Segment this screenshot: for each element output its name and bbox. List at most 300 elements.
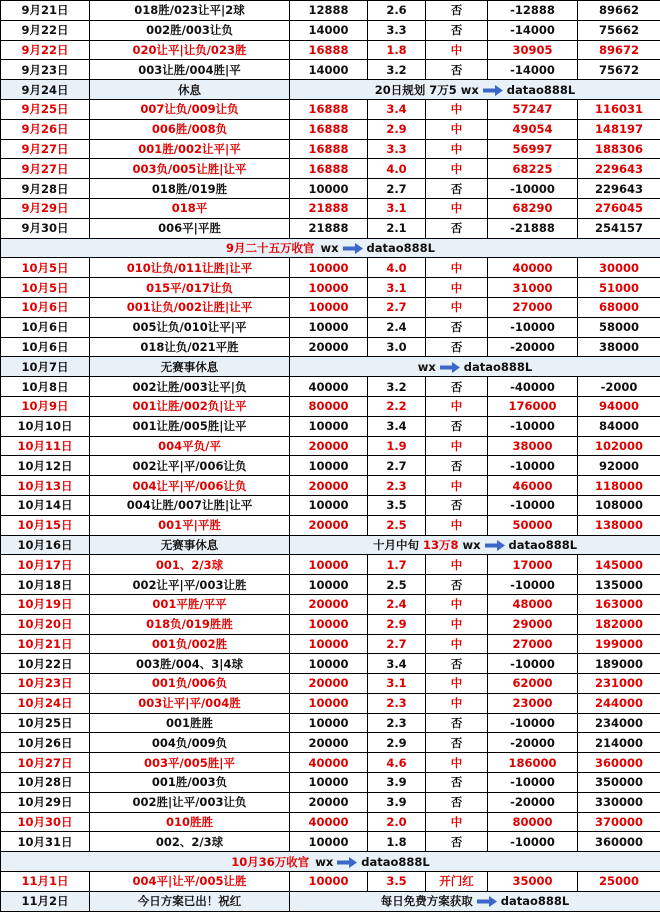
profit-cell: 40000 — [488, 258, 578, 278]
arrow-right-icon — [440, 362, 460, 373]
profit-cell: 56997 — [488, 139, 578, 159]
pick-cell: 002胜/003让负 — [90, 20, 290, 40]
stake-cell: 10000 — [290, 634, 368, 654]
date-cell: 10月25日 — [1, 713, 90, 733]
odds-cell: 3.1 — [368, 278, 426, 298]
stake-cell: 10000 — [290, 278, 368, 298]
pick-cell: 无赛事休息 — [90, 357, 290, 377]
date-cell: 10月18日 — [1, 575, 90, 595]
summary-cell — [1, 238, 660, 258]
date-cell: 10月31日 — [1, 832, 90, 852]
total-cell: 189000 — [578, 654, 660, 674]
stake-cell: 20000 — [290, 515, 368, 535]
table-row — [1, 40, 660, 60]
profit-cell: 38000 — [488, 436, 578, 456]
pick-cell: 004让胜/007让胜|让平 — [90, 495, 290, 515]
note-text: wx — [418, 360, 436, 374]
pick-cell: 018负/019胜胜 — [90, 614, 290, 634]
table-row — [1, 416, 660, 436]
profit-cell: 50000 — [488, 515, 578, 535]
pick-cell: 018胜/023让平|2球 — [90, 1, 290, 21]
date-cell: 10月26日 — [1, 733, 90, 753]
date-cell: 9月28日 — [1, 179, 90, 199]
pick-cell: 007让负/009让负 — [90, 99, 290, 119]
pick-cell: 004平负/平 — [90, 436, 290, 456]
stake-cell: 10000 — [290, 654, 368, 674]
pick-cell: 003胜/004、3|4球 — [90, 654, 290, 674]
note-text: datao888L — [509, 538, 577, 552]
total-cell: 75662 — [578, 20, 660, 40]
note-text: 13万8 — [423, 538, 459, 552]
profit-cell: 57247 — [488, 99, 578, 119]
odds-cell: 2.9 — [368, 119, 426, 139]
table-row — [1, 99, 660, 119]
profit-cell: -10000 — [488, 317, 578, 337]
profit-cell: -10000 — [488, 495, 578, 515]
odds-cell: 2.7 — [368, 634, 426, 654]
stake-cell: 10000 — [290, 416, 368, 436]
result-cell: 中 — [426, 693, 488, 713]
date-cell: 10月7日 — [1, 357, 90, 377]
result-cell: 中 — [426, 198, 488, 218]
note-row — [1, 891, 660, 911]
result-cell: 否 — [426, 733, 488, 753]
total-cell: 102000 — [578, 436, 660, 456]
result-cell: 中 — [426, 99, 488, 119]
date-cell: 11月1日 — [1, 872, 90, 892]
table-row — [1, 654, 660, 674]
total-cell: 276045 — [578, 198, 660, 218]
odds-cell: 2.2 — [368, 396, 426, 416]
profit-cell: -10000 — [488, 456, 578, 476]
result-cell: 中 — [426, 119, 488, 139]
date-cell: 10月28日 — [1, 773, 90, 793]
total-cell: 89672 — [578, 40, 660, 60]
total-cell: 84000 — [578, 416, 660, 436]
profit-cell: -20000 — [488, 792, 578, 812]
total-cell: 229643 — [578, 179, 660, 199]
odds-cell: 2.7 — [368, 456, 426, 476]
odds-cell: 3.2 — [368, 60, 426, 80]
date-cell: 9月27日 — [1, 139, 90, 159]
odds-cell: 4.0 — [368, 159, 426, 179]
table-body — [1, 1, 660, 912]
total-cell: 330000 — [578, 792, 660, 812]
stake-cell: 10000 — [290, 614, 368, 634]
total-cell: 214000 — [578, 733, 660, 753]
profit-cell: -10000 — [488, 773, 578, 793]
stake-cell: 10000 — [290, 179, 368, 199]
note-cell — [290, 357, 660, 377]
stake-cell: 20000 — [290, 594, 368, 614]
profit-cell: -20000 — [488, 337, 578, 357]
note-row — [1, 357, 660, 377]
pick-cell: 003让平|平/004胜 — [90, 693, 290, 713]
total-cell: 116031 — [578, 99, 660, 119]
result-cell: 中 — [426, 139, 488, 159]
result-cell: 中 — [426, 594, 488, 614]
note-text: 十月中旬 — [373, 538, 423, 552]
profit-cell: 68290 — [488, 198, 578, 218]
table-row — [1, 614, 660, 634]
date-cell: 10月22日 — [1, 654, 90, 674]
pick-cell: 001让胜/002负|让平 — [90, 396, 290, 416]
result-cell: 中 — [426, 476, 488, 496]
date-cell: 10月6日 — [1, 297, 90, 317]
arrow-right-icon — [343, 243, 363, 254]
total-cell: 229643 — [578, 159, 660, 179]
pick-cell: 001、2/3球 — [90, 555, 290, 575]
odds-cell: 2.9 — [368, 733, 426, 753]
table-row — [1, 733, 660, 753]
date-cell: 10月23日 — [1, 674, 90, 694]
profit-cell: -10000 — [488, 713, 578, 733]
profit-cell: -10000 — [488, 416, 578, 436]
note-text: datao888L — [501, 894, 569, 908]
profit-cell: -10000 — [488, 654, 578, 674]
stake-cell: 16888 — [290, 99, 368, 119]
odds-cell: 3.9 — [368, 773, 426, 793]
result-cell: 中 — [426, 674, 488, 694]
table-row — [1, 634, 660, 654]
profit-cell: -10000 — [488, 575, 578, 595]
stake-cell: 10000 — [290, 713, 368, 733]
total-cell: 58000 — [578, 317, 660, 337]
profit-cell: -14000 — [488, 60, 578, 80]
note-text: datao888L — [367, 241, 435, 255]
result-cell: 中 — [426, 634, 488, 654]
profit-cell: -21888 — [488, 218, 578, 238]
stake-cell: 21888 — [290, 218, 368, 238]
date-cell: 10月9日 — [1, 396, 90, 416]
odds-cell: 2.3 — [368, 713, 426, 733]
table-row — [1, 812, 660, 832]
table-row — [1, 713, 660, 733]
pick-cell: 002胜|让平/003让负 — [90, 792, 290, 812]
total-cell: 75672 — [578, 60, 660, 80]
table-row — [1, 693, 660, 713]
table-row — [1, 278, 660, 298]
date-cell: 9月23日 — [1, 60, 90, 80]
odds-cell: 3.4 — [368, 416, 426, 436]
stake-cell: 14000 — [290, 60, 368, 80]
note-text: 20日规划 7万5 wx — [375, 83, 479, 97]
table-row — [1, 139, 660, 159]
total-cell: 51000 — [578, 278, 660, 298]
profit-cell: 68225 — [488, 159, 578, 179]
arrow-right-icon — [337, 857, 357, 868]
date-cell: 10月27日 — [1, 753, 90, 773]
date-cell: 10月16日 — [1, 535, 90, 555]
total-cell: 370000 — [578, 812, 660, 832]
note-text: wx — [459, 538, 481, 552]
pick-cell: 005让负/010让平|平 — [90, 317, 290, 337]
profit-cell: -10000 — [488, 179, 578, 199]
stake-cell: 10000 — [290, 495, 368, 515]
total-cell: 163000 — [578, 594, 660, 614]
result-cell: 中 — [426, 258, 488, 278]
profit-cell: -14000 — [488, 20, 578, 40]
table-row — [1, 436, 660, 456]
result-cell: 中 — [426, 436, 488, 456]
table-row — [1, 20, 660, 40]
profit-cell: 35000 — [488, 872, 578, 892]
note-text: 9月二十五万收官 — [226, 241, 315, 255]
date-cell: 11月2日 — [1, 891, 90, 911]
stake-cell: 10000 — [290, 297, 368, 317]
table-row — [1, 119, 660, 139]
stake-cell: 20000 — [290, 337, 368, 357]
total-cell: 360000 — [578, 832, 660, 852]
date-cell: 9月22日 — [1, 20, 90, 40]
result-cell: 否 — [426, 792, 488, 812]
date-cell: 9月22日 — [1, 40, 90, 60]
profit-cell: -40000 — [488, 377, 578, 397]
table-row — [1, 377, 660, 397]
profit-cell: 48000 — [488, 594, 578, 614]
table-row — [1, 594, 660, 614]
stake-cell: 10000 — [290, 693, 368, 713]
date-cell: 9月24日 — [1, 80, 90, 100]
profit-cell: 17000 — [488, 555, 578, 575]
odds-cell: 3.1 — [368, 674, 426, 694]
odds-cell: 2.7 — [368, 179, 426, 199]
stake-cell: 10000 — [290, 317, 368, 337]
pick-cell: 001让负/002让胜|让平 — [90, 297, 290, 317]
pick-cell: 018让负/021平胜 — [90, 337, 290, 357]
pick-cell: 004平|让平/005让胜 — [90, 872, 290, 892]
pick-cell: 001负/006负 — [90, 674, 290, 694]
pick-cell: 002让胜/003让平|负 — [90, 377, 290, 397]
summary-row — [1, 852, 660, 872]
pick-cell: 001胜胜 — [90, 713, 290, 733]
result-cell: 否 — [426, 773, 488, 793]
result-cell: 否 — [426, 654, 488, 674]
table-row — [1, 575, 660, 595]
result-cell: 否 — [426, 60, 488, 80]
total-cell: 199000 — [578, 634, 660, 654]
profit-cell: 23000 — [488, 693, 578, 713]
result-cell: 否 — [426, 377, 488, 397]
note-text: datao888L — [361, 855, 429, 869]
table-row — [1, 773, 660, 793]
total-cell: 108000 — [578, 495, 660, 515]
pick-cell: 无赛事休息 — [90, 535, 290, 555]
odds-cell: 4.6 — [368, 753, 426, 773]
result-cell: 中 — [426, 614, 488, 634]
stake-cell: 12888 — [290, 1, 368, 21]
odds-cell: 1.8 — [368, 40, 426, 60]
odds-cell: 3.3 — [368, 20, 426, 40]
profit-cell: 186000 — [488, 753, 578, 773]
odds-cell: 2.3 — [368, 693, 426, 713]
table-row — [1, 1, 660, 21]
total-cell: 30000 — [578, 258, 660, 278]
result-cell: 否 — [426, 179, 488, 199]
stake-cell: 20000 — [290, 674, 368, 694]
result-cell: 否 — [426, 416, 488, 436]
pick-cell: 018胜/019胜 — [90, 179, 290, 199]
profit-cell: 46000 — [488, 476, 578, 496]
table-row — [1, 159, 660, 179]
date-cell: 9月21日 — [1, 1, 90, 21]
odds-cell: 2.6 — [368, 1, 426, 21]
result-cell: 中 — [426, 159, 488, 179]
table-row — [1, 495, 660, 515]
profit-cell: 80000 — [488, 812, 578, 832]
result-cell: 中 — [426, 812, 488, 832]
pick-cell: 001胜/003负 — [90, 773, 290, 793]
stake-cell: 14000 — [290, 20, 368, 40]
stake-cell: 20000 — [290, 476, 368, 496]
stake-cell: 40000 — [290, 753, 368, 773]
odds-cell: 2.5 — [368, 515, 426, 535]
date-cell: 10月14日 — [1, 495, 90, 515]
total-cell: 89662 — [578, 1, 660, 21]
odds-cell: 4.0 — [368, 258, 426, 278]
odds-cell: 3.4 — [368, 99, 426, 119]
table-row — [1, 179, 660, 199]
stake-cell: 16888 — [290, 139, 368, 159]
table-row — [1, 476, 660, 496]
pick-cell: 015平/017让负 — [90, 278, 290, 298]
result-cell: 开门红 — [426, 872, 488, 892]
odds-cell: 2.0 — [368, 812, 426, 832]
date-cell: 10月20日 — [1, 614, 90, 634]
total-cell: 25000 — [578, 872, 660, 892]
pick-cell: 006胜/008负 — [90, 119, 290, 139]
result-cell: 否 — [426, 1, 488, 21]
stake-cell: 10000 — [290, 832, 368, 852]
odds-cell: 2.1 — [368, 218, 426, 238]
note-text: datao888L — [464, 360, 532, 374]
odds-cell: 3.3 — [368, 139, 426, 159]
table-row — [1, 753, 660, 773]
stake-cell: 10000 — [290, 555, 368, 575]
note-row — [1, 535, 660, 555]
total-cell: 254157 — [578, 218, 660, 238]
result-cell: 中 — [426, 555, 488, 575]
arrow-right-icon — [485, 540, 505, 551]
table-row — [1, 515, 660, 535]
total-cell: 231000 — [578, 674, 660, 694]
date-cell: 9月26日 — [1, 119, 90, 139]
pick-cell: 004让平|平/006让负 — [90, 476, 290, 496]
odds-cell: 2.4 — [368, 594, 426, 614]
total-cell: 94000 — [578, 396, 660, 416]
profit-cell: 27000 — [488, 634, 578, 654]
result-cell: 中 — [426, 278, 488, 298]
pick-cell: 001让胜/005胜|让平 — [90, 416, 290, 436]
note-text: 10月36万收官 — [231, 855, 309, 869]
date-cell: 9月29日 — [1, 198, 90, 218]
stake-cell: 20000 — [290, 792, 368, 812]
profit-cell: -12888 — [488, 1, 578, 21]
pick-cell: 001胜/002让平|平 — [90, 139, 290, 159]
stake-cell: 10000 — [290, 575, 368, 595]
note-text: wx — [315, 855, 333, 869]
date-cell: 10月6日 — [1, 317, 90, 337]
pick-cell: 010胜胜 — [90, 812, 290, 832]
table-row — [1, 297, 660, 317]
note-row — [1, 80, 660, 100]
pick-cell: 002、2/3球 — [90, 832, 290, 852]
date-cell: 10月12日 — [1, 456, 90, 476]
date-cell: 10月10日 — [1, 416, 90, 436]
pick-cell: 001负/002胜 — [90, 634, 290, 654]
odds-cell: 1.7 — [368, 555, 426, 575]
result-cell: 中 — [426, 396, 488, 416]
table-row — [1, 456, 660, 476]
date-cell: 10月17日 — [1, 555, 90, 575]
result-cell: 否 — [426, 456, 488, 476]
odds-cell: 2.3 — [368, 476, 426, 496]
profit-cell: 27000 — [488, 297, 578, 317]
stake-cell: 10000 — [290, 872, 368, 892]
odds-cell: 3.4 — [368, 654, 426, 674]
total-cell: 92000 — [578, 456, 660, 476]
date-cell: 10月13日 — [1, 476, 90, 496]
stake-cell: 40000 — [290, 812, 368, 832]
pick-cell: 休息 — [90, 80, 290, 100]
pick-cell: 今日方案已出！祝红 — [90, 891, 290, 911]
table-row — [1, 198, 660, 218]
profit-cell: 29000 — [488, 614, 578, 634]
total-cell: 118000 — [578, 476, 660, 496]
result-cell: 否 — [426, 495, 488, 515]
odds-cell: 3.5 — [368, 872, 426, 892]
odds-cell: 3.5 — [368, 495, 426, 515]
odds-cell: 2.7 — [368, 297, 426, 317]
pick-cell: 006平|平胜 — [90, 218, 290, 238]
total-cell: 188306 — [578, 139, 660, 159]
summary-cell — [1, 852, 660, 872]
odds-cell: 1.9 — [368, 436, 426, 456]
profit-cell: 176000 — [488, 396, 578, 416]
date-cell: 9月25日 — [1, 99, 90, 119]
stake-cell: 10000 — [290, 456, 368, 476]
odds-cell: 3.0 — [368, 337, 426, 357]
pick-cell: 001平胜/平平 — [90, 594, 290, 614]
table-row — [1, 832, 660, 852]
odds-cell: 2.5 — [368, 575, 426, 595]
profit-cell: 31000 — [488, 278, 578, 298]
odds-cell: 3.9 — [368, 792, 426, 812]
date-cell: 10月19日 — [1, 594, 90, 614]
note-cell — [290, 535, 660, 555]
result-cell: 中 — [426, 297, 488, 317]
total-cell: -2000 — [578, 377, 660, 397]
result-cell: 否 — [426, 575, 488, 595]
profit-cell: 62000 — [488, 674, 578, 694]
total-cell: 138000 — [578, 515, 660, 535]
stake-cell: 16888 — [290, 159, 368, 179]
note-cell — [290, 891, 660, 911]
pick-cell: 003平/005胜|平 — [90, 753, 290, 773]
table-row — [1, 337, 660, 357]
summary-row — [1, 238, 660, 258]
odds-cell: 2.9 — [368, 614, 426, 634]
result-cell: 中 — [426, 40, 488, 60]
table-row — [1, 674, 660, 694]
note-text: wx — [320, 241, 338, 255]
arrow-right-icon — [483, 85, 503, 96]
total-cell: 182000 — [578, 614, 660, 634]
total-cell: 68000 — [578, 297, 660, 317]
date-cell: 10月24日 — [1, 693, 90, 713]
stake-cell: 20000 — [290, 733, 368, 753]
total-cell: 148197 — [578, 119, 660, 139]
